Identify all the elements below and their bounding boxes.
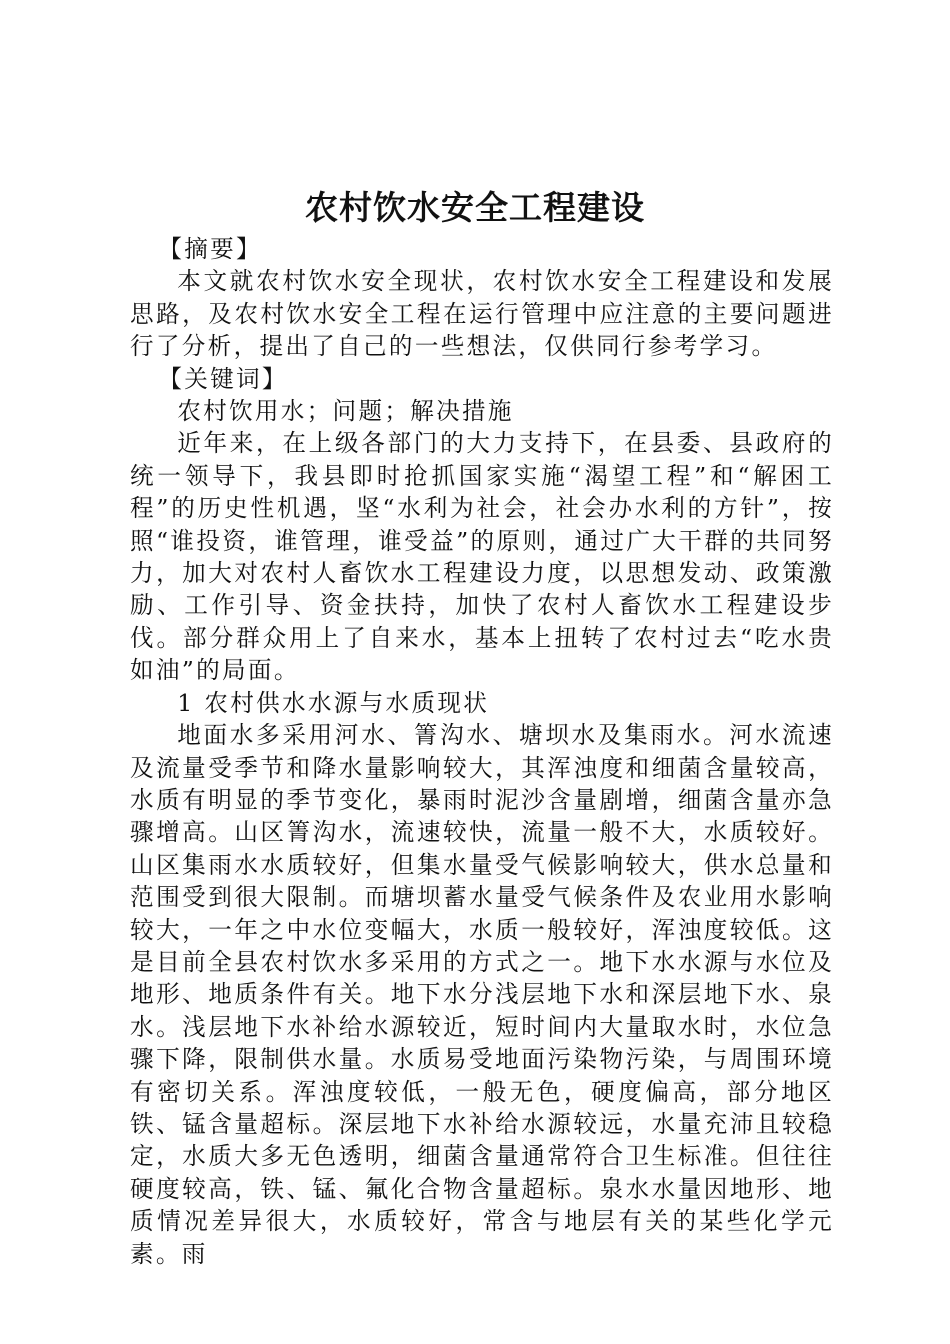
keywords-paragraph: 农村饮用水；问题；解决措施 <box>177 397 514 426</box>
abstract-paragraph: 本文就农村饮水安全现状，农村饮水安全工程建设和发展思路，及农村饮水安全工程在运行管理中应注意的主要问题进行了分析，提出了自己的一些想法，仅供同行参考学习。 <box>130 267 834 361</box>
section1-heading: 1 农村供水水源与水质现状 <box>177 688 490 717</box>
keywords-label: 【关键词】 <box>158 364 288 393</box>
section1-paragraph: 地面水多采用河水、箐沟水、塘坝水及集雨水。河水流速及流量受季节和降水量影响较大，其浑浊度和细菌含量较高，水质有明显的季节变化，暴雨时泥沙含量剧增，细菌含量亦急骤增高。山区箐沟水，流速较快，流量一般不大，水质较好。山区集雨水水质较好，但集水量受气候影响较大，供水总量和范围受到很大限制。而塘坝蓄水量受气候条件及农业用水影响较大，一年之中水位变幅大，水质一般较好，浑浊度较低。这是目前全县农村饮水多采用的方式之一。地下水水源与水位及地形、地质条件有关。地下水分浅层地下水和深层地下水、泉水。浅层地下水补给水源较近，短时间内大量取水时，水位急骤下降，限制供水量。水质易受地面污染物污染，与周围环境有密切关系。浑浊度较低，一般无色，硬度偏高，部分地区铁、锰含量超标。深层地下水补给水源较远，水量充沛且较稳定，水质大多无色透明，细菌含量通常符合卫生标准。但往往硬度较高，铁、锰、氟化合物含量超标。泉水水量因地形、地质情况差异很大，水质较好，常含与地层有关的某些化学元素。雨 <box>130 721 834 1268</box>
document-body <box>130 233 834 1270</box>
intro-paragraph: 近年来，在上级各部门的大力支持下，在县委、县政府的统一领导下，我县即时抢抓国家实施“渴望工程”和“解困工程”的历史性机遇，坚“水利为社会，社会办水利的方针”，按照“谁投资，谁管理，谁受益”的原则，通过广大干群的共同努力，加大对农村人畜饮水工程建设力度，以思想发动、政策激励、工作引导、资金扶持，加快了农村人畜饮水工程建设步伐。部分群众用上了自来水，基本上扭转了农村过去“吃水贵如油”的局面。 <box>130 429 834 685</box>
document-title: 农村饮水安全工程建设 <box>305 188 645 227</box>
abstract-label: 【摘要】 <box>158 235 262 263</box>
